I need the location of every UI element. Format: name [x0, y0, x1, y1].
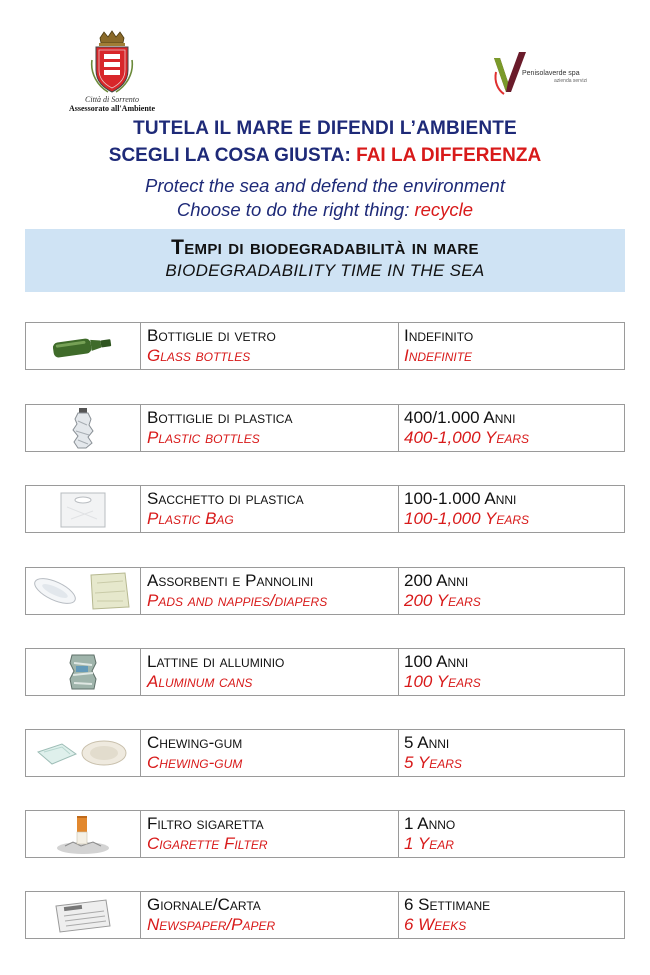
headline-italian-1: TUTELA IL MARE E DIFENDI L’AMBIENTE	[133, 118, 517, 139]
item-name-en: Glass bottles	[147, 346, 251, 365]
table-row	[25, 810, 625, 858]
row-time-cell	[399, 568, 624, 614]
headline-italian-2	[0, 145, 650, 167]
item-time-en: 400-1,000 Years	[404, 428, 529, 447]
item-name-it: Filtro sigaretta	[147, 814, 264, 833]
item-time-en: 5 Years	[404, 753, 462, 772]
row-image-cell	[26, 405, 141, 451]
table-row	[25, 404, 625, 452]
item-name-en: Newspaper/Paper	[147, 915, 276, 934]
city-logo	[62, 30, 162, 113]
chewing-gum-icon	[36, 736, 130, 770]
item-name-it: Giornale/Carta	[147, 895, 261, 914]
row-image-cell	[26, 811, 141, 857]
headline-english-2	[0, 199, 650, 221]
item-name-en: Cigarette Filter	[147, 834, 268, 853]
item-name-it: Bottiglie di plastica	[147, 408, 293, 427]
row-name-cell	[141, 730, 399, 776]
row-name-cell	[141, 323, 399, 369]
table-row	[25, 485, 625, 533]
item-name-en: Aluminum cans	[147, 672, 253, 691]
glass-bottle-icon	[51, 331, 115, 361]
item-name-it: Bottiglie di vetro	[147, 326, 276, 345]
city-caption: Città di Sorrento	[85, 95, 139, 104]
table-row	[25, 729, 625, 777]
item-time-it: 400/1.000 Anni	[404, 408, 516, 427]
item-time-en: 200 Years	[404, 591, 481, 610]
brand-logo	[492, 48, 612, 96]
item-time-it: 1 Anno	[404, 814, 456, 833]
row-name-cell	[141, 811, 399, 857]
row-time-cell	[399, 405, 624, 451]
row-name-cell	[141, 568, 399, 614]
city-crest-icon	[90, 30, 134, 94]
row-time-cell	[399, 811, 624, 857]
brand-name: Penisolaverde spa	[522, 70, 580, 77]
cigarette-filter-icon	[51, 812, 115, 856]
item-time-it: 200 Anni	[404, 571, 469, 590]
row-image-cell	[26, 486, 141, 532]
row-name-cell	[141, 405, 399, 451]
item-time-en: 100 Years	[404, 672, 481, 691]
item-time-en: 100-1,000 Years	[404, 509, 529, 528]
pads-nappies-icon	[33, 569, 133, 613]
item-time-it: 100 Anni	[404, 652, 469, 671]
item-time-en: Indefinite	[404, 346, 473, 365]
item-name-en: Plastic Bag	[147, 509, 234, 528]
table-row	[25, 891, 625, 939]
row-time-cell	[399, 892, 624, 938]
item-time-it: 5 Anni	[404, 733, 450, 752]
item-name-en: Chewing-gum	[147, 753, 243, 772]
row-name-cell	[141, 892, 399, 938]
item-name-it: Sacchetto di plastica	[147, 489, 304, 508]
title-banner	[25, 229, 625, 292]
table-row	[25, 567, 625, 615]
newspaper-icon	[52, 896, 114, 934]
table-row	[25, 322, 625, 370]
department-caption: Assessorato all'Ambiente	[69, 104, 155, 113]
table-row	[25, 648, 625, 696]
aluminum-can-icon	[66, 651, 100, 693]
banner-subtitle: BIODEGRADABILITY TIME IN THE SEA	[165, 261, 485, 280]
row-time-cell	[399, 649, 624, 695]
item-time-it: Indefinito	[404, 326, 474, 345]
row-image-cell	[26, 730, 141, 776]
row-time-cell	[399, 730, 624, 776]
item-time-it: 6 Settimane	[404, 895, 491, 914]
item-name-en: Plastic bottles	[147, 428, 260, 447]
row-time-cell	[399, 323, 624, 369]
brand-tagline: azienda servizi	[554, 78, 588, 84]
headline-italian-2-highlight: FAI LA DIFFERENZA	[356, 145, 542, 166]
headline-italian-2-prefix: SCEGLI LA COSA GIUSTA:	[108, 145, 351, 166]
headline-english-2-prefix: Choose to do the right thing:	[176, 199, 410, 220]
item-time-it: 100-1.000 Anni	[404, 489, 517, 508]
row-image-cell	[26, 649, 141, 695]
plastic-bottle-icon	[68, 407, 98, 449]
row-name-cell	[141, 649, 399, 695]
headline-english-2-highlight: recycle	[414, 199, 474, 220]
item-time-en: 6 Weeks	[404, 915, 467, 934]
item-name-en: Pads and nappies/diapers	[147, 591, 328, 610]
row-image-cell	[26, 568, 141, 614]
row-image-cell	[26, 323, 141, 369]
banner-title: Tempi di biodegradabilità in mare	[171, 236, 479, 259]
item-time-en: 1 Year	[404, 834, 454, 853]
item-name-it: Chewing-gum	[147, 733, 243, 752]
row-name-cell	[141, 486, 399, 532]
row-time-cell	[399, 486, 624, 532]
item-name-it: Lattine di alluminio	[147, 652, 285, 671]
row-image-cell	[26, 892, 141, 938]
item-name-it: Assorbenti e Pannolini	[147, 571, 314, 590]
plastic-bag-icon	[57, 489, 109, 529]
headline-english-1: Protect the sea and defend the environment	[145, 175, 505, 196]
